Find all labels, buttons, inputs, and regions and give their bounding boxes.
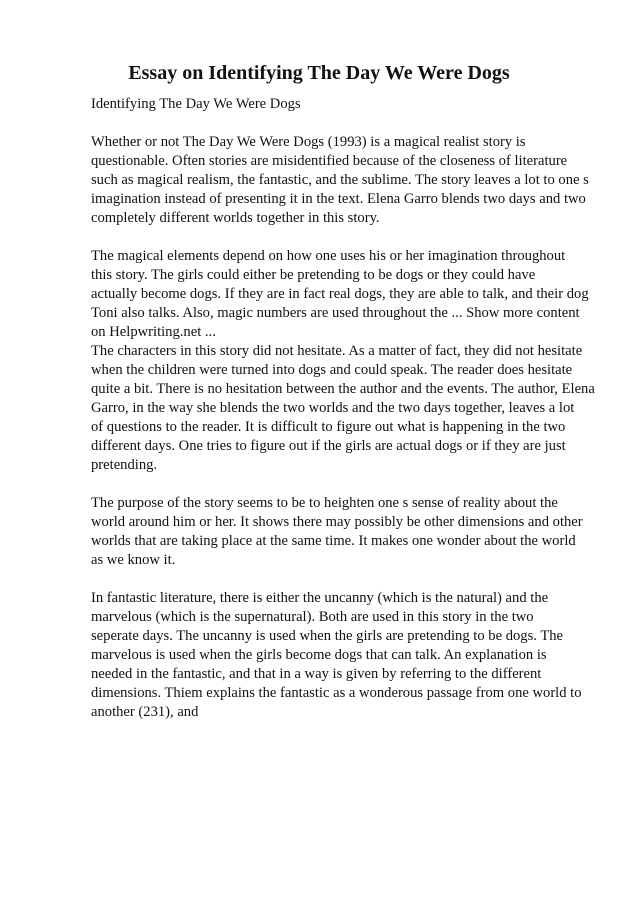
paragraph-line: as we know it.	[91, 552, 176, 568]
paragraph-line: on Helpwriting.net ...	[91, 324, 216, 340]
paragraph-line: when the children were turned into dogs and could speak. The reader does hesitate	[91, 362, 573, 378]
paragraph-line: of questions to the reader. It is difficult to figure out what is happening in the two	[91, 419, 566, 435]
paragraph-line: seperate days. The uncanny is used when the girls are pretending to be dogs. The	[91, 628, 564, 644]
paragraph-line: completely different worlds together in this story.	[91, 210, 380, 226]
paragraph-line: this story. The girls could either be pretending to be dogs or they could have	[91, 267, 536, 283]
paragraph-line: Whether or not The Day We Were Dogs (1993) is a magical realist story is	[91, 134, 526, 150]
paragraph-line: another (231), and	[91, 704, 199, 720]
paragraph-line: Garro, in the way she blends the two worlds and the two days together, leaves a lot	[91, 400, 575, 416]
paragraph-line: pretending.	[91, 457, 158, 473]
paragraph-gap	[91, 475, 601, 494]
paragraph-line: In fantastic literature, there is either the uncanny (which is the natural) and the	[91, 590, 549, 606]
paragraph-5	[91, 589, 601, 722]
paragraph-line: marvelous (which is the supernatural). Both are used in this story in the two	[91, 609, 534, 625]
paragraph-line: quite a bit. There is no hesitation between the author and the events. The author, Elena	[91, 381, 595, 397]
paragraph-line: The magical elements depend on how one uses his or her imagination throughout	[91, 248, 566, 264]
document-title: Essay on Identifying The Day We Were Dogs	[128, 62, 510, 84]
paragraph-4	[91, 494, 601, 570]
document-body	[91, 95, 601, 722]
document-subtitle: Identifying The Day We Were Dogs	[91, 96, 301, 112]
paragraph-2	[91, 247, 601, 342]
paragraph-line: Toni also talks. Also, magic numbers are used throughout the ... Show more content	[91, 305, 580, 321]
paragraph-line: marvelous is used when the girls become dogs that can talk. An explanation is	[91, 647, 547, 663]
paragraph-gap	[91, 228, 601, 247]
paragraph-line: such as magical realism, the fantastic, and the sublime. The story leaves a lot to one s	[91, 172, 589, 188]
paragraph-line: needed in the fantastic, and that in a way is given by referring to the different	[91, 666, 542, 682]
paragraph-line: imagination instead of presenting it in the text. Elena Garro blends two days and two	[91, 191, 586, 207]
paragraph-line: The characters in this story did not hesitate. As a matter of fact, they did not hesitate	[91, 343, 583, 359]
paragraph-line: worlds that are taking place at the same time. It makes one wonder about the world	[91, 533, 576, 549]
paragraph-3	[91, 342, 601, 475]
paragraph-line: world around him or her. It shows there may possibly be other dimensions and other	[91, 514, 583, 530]
paragraph-line: questionable. Often stories are misidentified because of the closeness of literature	[91, 153, 568, 169]
paragraph-line: different days. One tries to figure out if the girls are actual dogs or if they are just	[91, 438, 566, 454]
paragraph-line: actually become dogs. If they are in fact real dogs, they are able to talk, and their dog	[91, 286, 589, 302]
paragraph-gap	[91, 570, 601, 589]
paragraph-line: dimensions. Thiem explains the fantastic as a wonderous passage from one world to	[91, 685, 582, 701]
paragraph-1	[91, 133, 601, 228]
paragraph-line: The purpose of the story seems to be to heighten one s sense of reality about the	[91, 495, 558, 511]
